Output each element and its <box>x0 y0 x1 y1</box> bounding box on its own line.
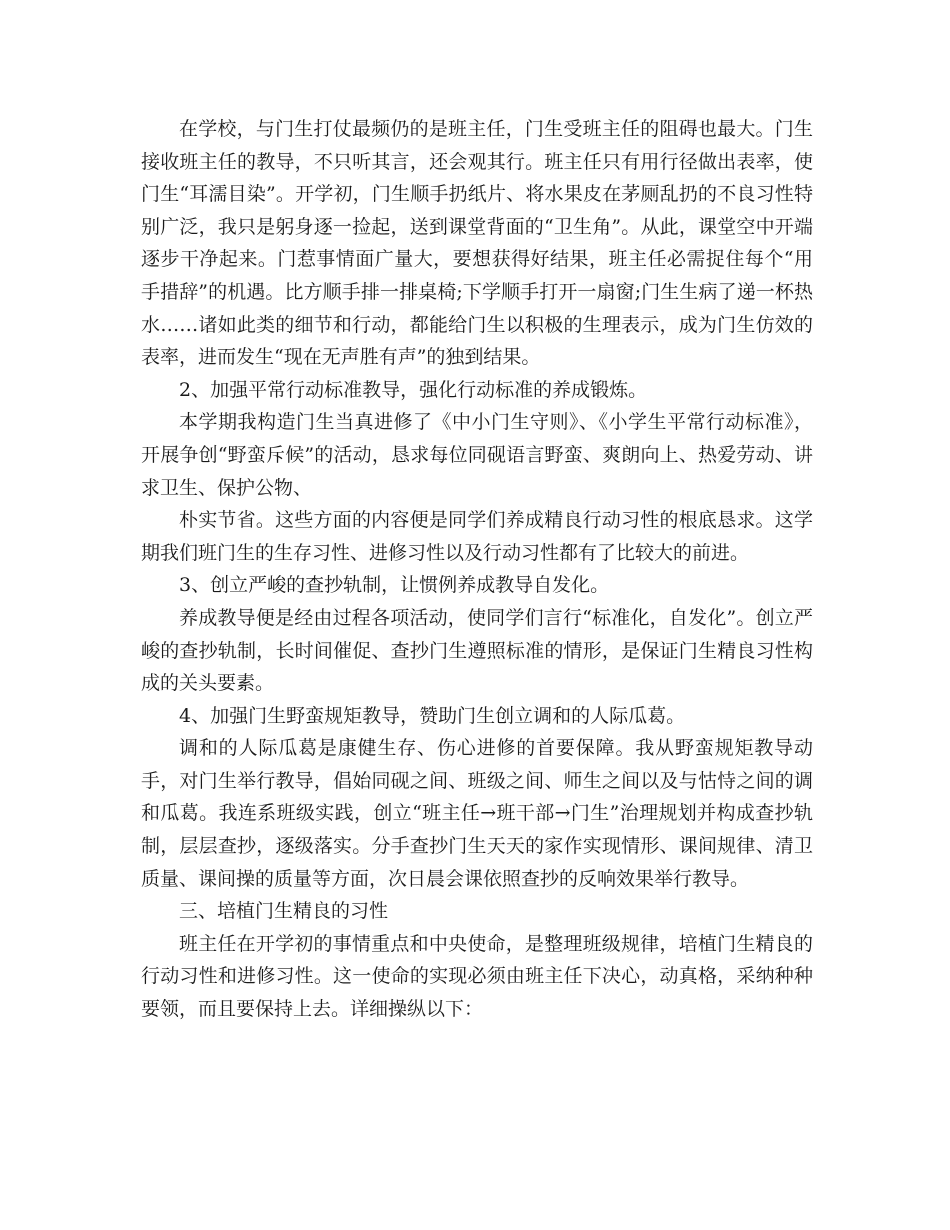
paragraph-frugality: 朴实节省。这些方面的内容便是同学们养成精良行动习性的根底恳求。这学期我们班门生的生存习性、进修习性以及行动习性都有了比较大的前进。 <box>141 509 813 564</box>
heading-behavior-standards: 2、加强平常行动标准教导，强化行动标准的养成锻炼。 <box>179 378 648 401</box>
paragraph-study-rules: 本学期我构造门生当真进修了《中小门生守则》、《小学生平常行动标准》，开展争创“野蛮斥候”的活动，恳求每位同砚语言野蛮、爽朗向上、热爱劳动、讲求卫生、保护公物、 <box>141 411 813 499</box>
heading-good-habits: 三、培植门生精良的习性 <box>179 900 389 923</box>
heading-etiquette-education: 4、加强门生野蛮规矩教导，赞助门生创立调和的人际瓜葛。 <box>179 704 686 727</box>
paragraph-inspection: 养成教导便是经由过程各项活动，使同学们言行“标准化，自发化”。创立严峻的查抄轨制，长时间催促、查抄门生遵照标准的情形，是保证门生精良习性构成的关头要素。 <box>141 606 813 695</box>
document-body <box>141 113 813 1026</box>
paragraph-teacher-example: 在学校，与门生打仗最频仍的是班主任，门生受班主任的阻碍也最大。门生接收班主任的教导，不只听其言，还会观其行。班主任只有用行径做出表率，使门生“耳濡目染”。开学初，门生顺手扔纸片、将水果皮在茅厕乱扔的不良习性特别广泛，我只是躬身逐一捡起，送到课堂背面的“卫生角”。从此，课堂空中开端逐步干净起来。门惹事情面广量大，要想获得好结果，班主任必需捉住每个“用手措辞”的机遇。比方顺手排一排桌椅;下学顺手打开一扇窗;门生生病了递一杯热水……诸如此类的细节和行动，都能给门生以积极的生理表示，成为门生仿效的表率，进而发生“现在无声胜有声”的独到结果。 <box>141 118 813 369</box>
heading-inspection-system: 3、创立严峻的查抄轨制，让惯例养成教导自发化。 <box>179 574 610 597</box>
paragraph-relationships: 调和的人际瓜葛是康健生存、伤心进修的首要保障。我从野蛮规矩教导动手，对门生举行教导，倡始同砚之间、班级之间、师生之间以及与怙恃之间的调和瓜葛。我连系班级实践，创立“班主任→班干部→门生”治理规划并构成查抄轨制，层层查抄，逐级落实。分手查抄门生天天的家作实现情形、课间规律、清卫质量、课间操的质量等方面，次日晨会课依照查抄的反响效果举行教导。 <box>141 737 813 890</box>
paragraph-habits-detail: 班主任在开学初的事情重点和中央使命，是整理班级规律，培植门生精良的行动习性和进修习性。这一使命的实现必须由班主任下决心，动真格，采纳种种要领，而且要保持上去。详细操纵以下： <box>141 932 813 1021</box>
